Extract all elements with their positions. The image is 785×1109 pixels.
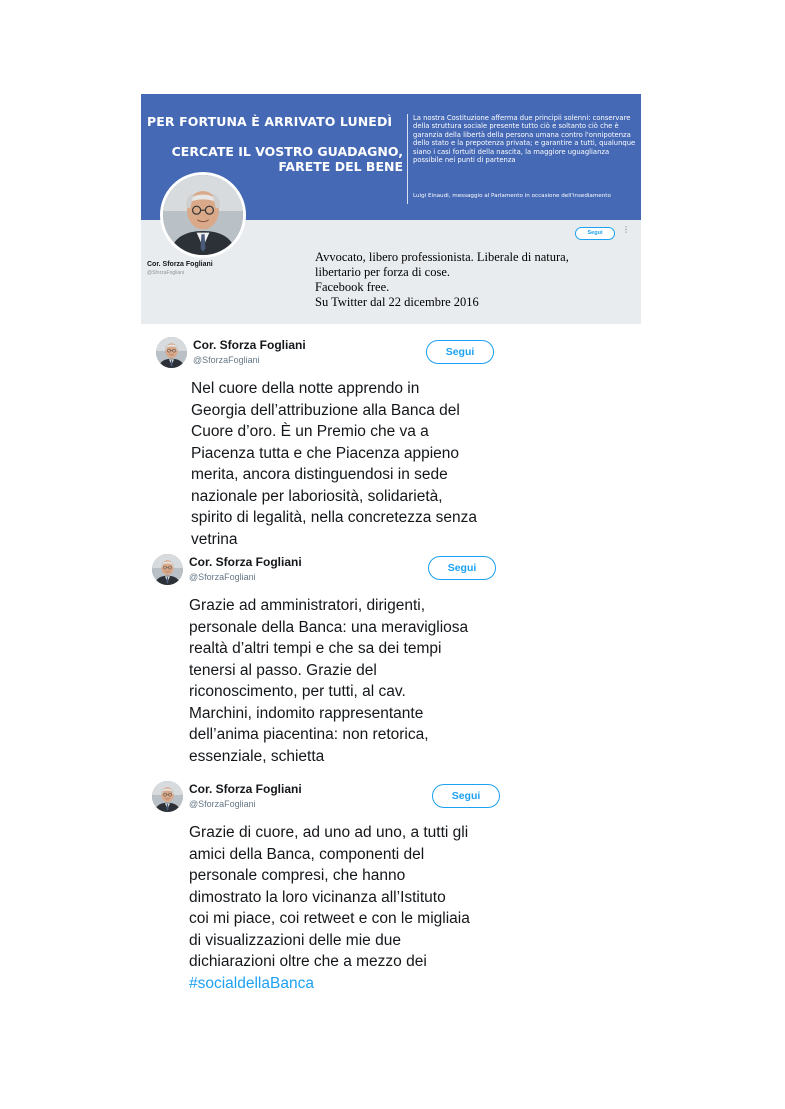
- profile-avatar[interactable]: [160, 172, 246, 258]
- banner-quote-source: Luigi Einaudi, messaggio al Parlamento in occasione dell'insediamento: [413, 193, 611, 199]
- avatar-portrait-icon: [163, 175, 243, 255]
- bio-line: Su Twitter dal 22 dicembre 2016: [315, 295, 479, 309]
- profile-handle[interactable]: @SforzaFogliani: [147, 270, 185, 276]
- profile-card: [141, 94, 641, 324]
- tweet: [152, 781, 552, 996]
- tweet-text: Nel cuore della notte apprendo in Georgia dell’attribuzione alla Banca del Cuore d’oro. È un Premio che va a Piacenza tutta e che Piacenza appieno merita, ancora distinguendosi in sede nazionale per laboriosità, solidarietà, spirito di legalità, nella concretezza senza vetrina: [191, 380, 478, 548]
- bio-line: Avvocato, libero professionista. Liberale di natura,: [315, 250, 569, 264]
- avatar-portrait-icon: [156, 337, 187, 368]
- hashtag-link[interactable]: #socialdellaBanca: [189, 974, 314, 992]
- banner-subheadline: [147, 144, 405, 174]
- tweet-text: Grazie ad amministratori, dirigenti, personale della Banca: una meravigliosa realtà d’altri tempi e che sa dei tempi tenersi al passo. Grazie del riconoscimento, per tutti, al cav. Marchini, indomito rappresentante dell’anima piacentina: non retorica, essenziale, schietta: [189, 597, 469, 765]
- tweet-avatar[interactable]: [152, 554, 183, 585]
- tweet-author-name[interactable]: Cor. Sforza Fogliani: [189, 782, 302, 796]
- profile-name[interactable]: Cor. Sforza Fogliani: [147, 261, 213, 268]
- tweet-avatar[interactable]: [156, 337, 187, 368]
- tweet-author-handle[interactable]: @SforzaFogliani: [193, 355, 260, 365]
- profile-follow-button[interactable]: Segui: [575, 227, 615, 240]
- banner-headline: PER FORTUNA È ARRIVATO LUNEDÌ: [147, 114, 393, 129]
- banner-headlines: [147, 114, 405, 174]
- bio-line: Facebook free.: [315, 280, 390, 294]
- banner-subheadline-line1: CERCATE IL VOSTRO GUADAGNO,: [171, 144, 403, 159]
- tweet: [156, 337, 556, 547]
- tweet-avatar[interactable]: [152, 781, 183, 812]
- tweet-author-handle[interactable]: @SforzaFogliani: [189, 572, 256, 582]
- banner-quote: La nostra Costituzione afferma due principii solenni: conservare della struttura sociale presente tutto ciò e soltanto ciò che è garanzia della libertà della persona umana contro l'onnipotenza dello stato e la prepotenza privata; e garantire a tutti, qualunque siano i casi fortuiti della nascita, la maggiore uguaglianza possibile nei punti di partenza: [413, 114, 636, 165]
- tweet-author-name[interactable]: Cor. Sforza Fogliani: [189, 555, 302, 569]
- profile-bio: [315, 250, 635, 310]
- banner-divider: [407, 114, 408, 204]
- tweet: [152, 554, 552, 764]
- follow-button[interactable]: Segui: [428, 556, 496, 580]
- tweet-author-name[interactable]: Cor. Sforza Fogliani: [193, 338, 306, 352]
- banner-subheadline-line2: FARETE DEL BENE: [278, 159, 403, 174]
- avatar-portrait-icon: [152, 554, 183, 585]
- follow-button[interactable]: Segui: [432, 784, 500, 808]
- more-options-icon[interactable]: ⋮: [622, 225, 630, 234]
- bio-line: libertario per forza di cose.: [315, 265, 451, 279]
- follow-button[interactable]: Segui: [426, 340, 494, 364]
- avatar-portrait-icon: [152, 781, 183, 812]
- tweet-text-body: Grazie di cuore, ad uno ad uno, a tutti gli amici della Banca, componenti del personale compresi, che hanno dimostrato la loro vicinanza all’Istituto coi mi piace, coi retweet e con le migliaia di visualizzazioni delle mie due dichiarazioni oltre che a mezzo dei: [189, 824, 470, 970]
- tweet-text: [189, 822, 554, 994]
- tweet-author-handle[interactable]: @SforzaFogliani: [189, 799, 256, 809]
